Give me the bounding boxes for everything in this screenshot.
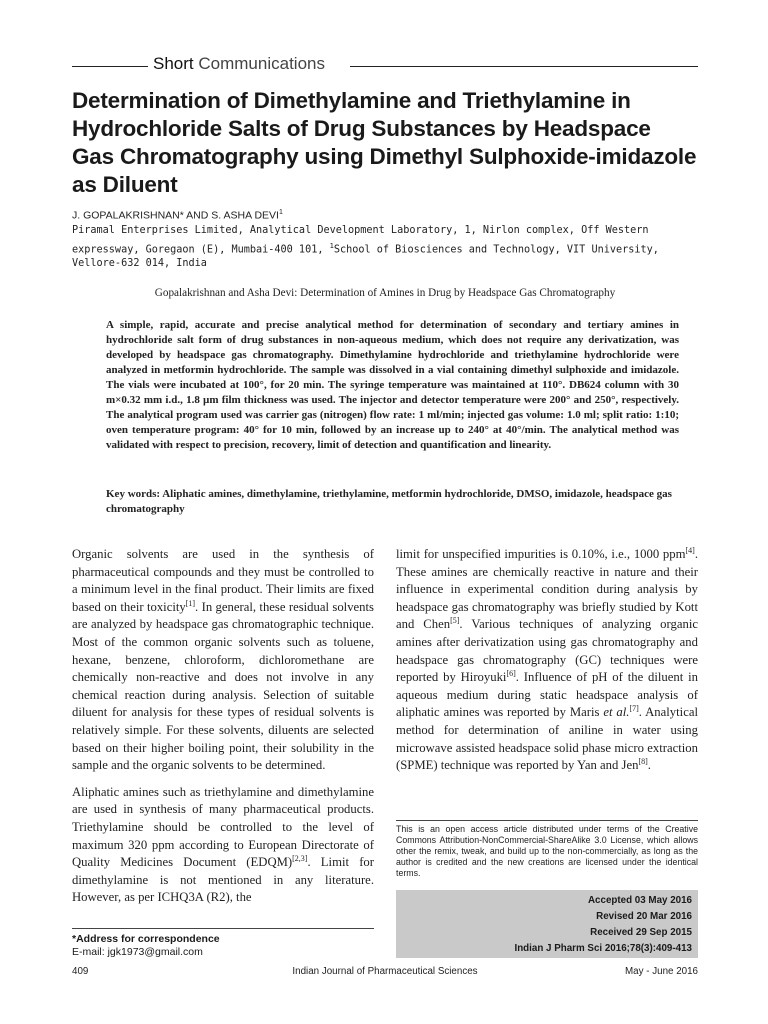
p3-etal: et al. <box>603 705 630 720</box>
page-number: 409 <box>72 966 89 977</box>
p3-text-b: . These amines are chemically reactive in nature and their influence in experimental condition during analysis by headspace gas chromatography was briefly studied by Kott and Chen <box>396 547 698 632</box>
authors <box>72 209 698 222</box>
section-header <box>72 54 698 78</box>
citation-ref[interactable]: [4] <box>685 545 695 555</box>
dates-box <box>396 890 698 958</box>
citation-ref[interactable]: [8] <box>638 756 648 766</box>
affiliation <box>72 224 698 272</box>
section-label-rest: Communications <box>198 54 325 73</box>
license-text: This is an open access article distributed under terms of the Creative Commons Attribution-NonCommercial-ShareAlike 3.0 License, which allows other the remix, tweak, and build up to the non-commercially, as long as the author is credited and the new creations are licensed under the identical terms. <box>396 824 698 878</box>
keywords: Key words: Aliphatic amines, dimethylamine, triethylamine, metformin hydrochloride, DMSO, imidazole, headspace gas chromatography <box>106 488 672 515</box>
license-rule <box>396 820 698 821</box>
correspondence-head: *Address for correspondence <box>72 933 220 945</box>
author-sup: 1 <box>278 209 283 216</box>
author-names: J. GOPALAKRISHNAN* AND S. ASHA DEVI <box>72 209 279 222</box>
body-column-left <box>72 546 374 916</box>
section-rule-left <box>72 66 148 67</box>
affiliation-sup: 1 <box>329 241 334 250</box>
journal-name: Indian Journal of Pharmaceutical Sciences <box>292 966 478 977</box>
citation-ref[interactable]: [1] <box>185 598 196 608</box>
p2-text-b: . Limit for dimethylamine is not mentioned in any literature. However, as per ICHQ3A (R2), the <box>72 855 374 905</box>
paragraph-3 <box>396 546 698 775</box>
section-rule-right <box>350 66 698 67</box>
body-column-right <box>396 546 698 784</box>
p3-text-e: . Analytical method for determination of aniline in water using microwave assisted headspace solid phase micro extraction (SPME) technique was reported by Yan and Jen <box>396 705 698 773</box>
paragraph-1 <box>72 546 374 775</box>
correspondence-rule <box>72 928 374 929</box>
paragraph-2 <box>72 784 374 907</box>
p3-text-c: . Various techniques of analyzing organic amines after derivatization using gas chromatography and headspace gas chromatography (GC) techniques were reported by Hiroyuki <box>396 617 698 685</box>
section-label <box>153 54 325 74</box>
abstract: A simple, rapid, accurate and precise analytical method for determination of secondary and tertiary amines in hydrochloride salt form of drug substances in non-aqueous medium, which does not require any derivatization, was developed by headspace gas chromatography. Dimethylamine hydrochloride and triethylamine hydrochloride were analyzed in metformin hydrochloride. The sample was dissolved in a vial containing dimethyl sulphoxide and imidazole. The vials were incubated at 100°, for 20 min. The syringe temperature was maintained at 110°. DB624 column with 30 m×0.32 mm i.d., 1.8 µm film thickness was used. The injector and detector temperature were 200° and 250°, respectively. The analytical program used was carrier gas (nitrogen) flow rate: 1 ml/min; injected gas volume: 1.0 ml; split ratio: 1:10; oven temperature program: 40° for 10 min, followed by an increase up to 240° at 40°/min. The analytical method was validated with respect to precision, recovery, limit of detection and quantification and linearity. <box>106 319 679 451</box>
citation-ref[interactable]: [6] <box>506 668 516 678</box>
affiliation-part1: Piramal Enterprises Limited, Analytical Development Laboratory, 1, Nirlon complex, Off Western expressway, Goregaon (E), Mumbai-400 101, <box>72 225 649 255</box>
p1-text-b: . In general, these residual solvents are analyzed by headspace gas chromatographic technique. Most of the common organic solvents such as toluene, hexane, benzene, chloroform, dichloromethane are chemically non-reactive and does not involve in any chemical reaction during analysis. Selection of suitable diluent for analysis for these types of residual solvents is relatively simple. For these solvents, diluents are selected based on their higher boiling point, their solubility in the sample and the organic solvents to be determined. <box>72 599 374 773</box>
running-head: Gopalakrishnan and Asha Devi: Determination of Amines in Drug by Headspace Gas Chromatography <box>154 287 616 299</box>
section-label-bold: Short <box>153 54 194 73</box>
citation-ref[interactable]: [2,3] <box>292 853 308 863</box>
citation-ref[interactable]: [5] <box>450 616 460 626</box>
p1-text-a: Organic solvents are used in the synthesis of pharmaceutical compounds and they must be controlled to a minimum level in the final product. Their limits are fixed based on their toxicity <box>72 547 374 614</box>
p3-text-f: . <box>647 758 651 773</box>
citation-ref[interactable]: [7] <box>629 704 639 714</box>
correspondence-email[interactable]: E-mail: jgk1973@gmail.com <box>72 946 203 958</box>
p3-text-d: . Influence of pH of the diluent in aqueous medium during static headspace analysis of aliphatic amines was reported by Maris <box>396 670 698 720</box>
affiliation-part2: School of Biosciences and Technology, VIT University, Vellore-632 014, India <box>72 243 659 270</box>
citation-line: Indian J Pharm Sci 2016;78(3):409-413 <box>514 943 692 954</box>
p2-text-a: Aliphatic amines such as triethylamine and dimethylamine are used in synthesis of many pharmaceutical products. Triethylamine should be controlled to the level of maximum 320 ppm according to European Directorate of Quality Medicines Document (EDQM) <box>72 784 374 870</box>
p3-text-a: limit for unspecified impurities is 0.10%, i.e., 1000 ppm <box>396 547 686 561</box>
correspondence <box>72 933 374 959</box>
date-accepted: Accepted 03 May 2016 <box>587 895 692 906</box>
article-title: Determination of Dimethylamine and Triethylamine in Hydrochloride Salts of Drug Substances by Headspace Gas Chromatography using Dimethyl Sulphoxide-imidazole as Diluent <box>72 88 697 197</box>
issue-date: May - June 2016 <box>625 966 698 977</box>
date-revised: Revised 20 Mar 2016 <box>596 911 692 922</box>
date-received: Received 29 Sep 2015 <box>590 927 692 938</box>
